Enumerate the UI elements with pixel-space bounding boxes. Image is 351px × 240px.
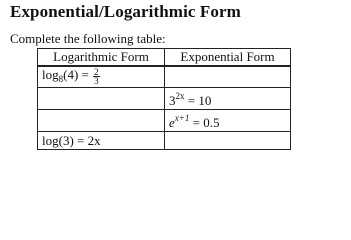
exp-cell-row3 [165,110,291,132]
log-cell-row1 [38,66,165,88]
log-fn: log [42,67,59,82]
exp-cell-row2 [165,88,291,110]
worksheet-title: Exponential/Logarithmic Form [10,2,241,21]
log-argument: (4) [63,67,79,82]
exp-cell-row4-blank[interactable] [165,132,291,150]
exp-exponent: x+1 [174,113,190,123]
log-cell-row3-blank[interactable] [38,110,165,132]
log-cell-row2-blank[interactable] [38,88,165,110]
table-row [38,88,291,110]
fraction-value [93,68,100,85]
instruction-text: Complete the following table: [10,31,166,46]
exp-rhs: = 0.5 [192,115,220,130]
conversion-table [37,48,291,150]
exp-rhs: = 10 [187,93,212,108]
header-logarithmic-form: Logarithmic Form [38,49,165,67]
equals-sign: = [81,67,89,82]
table-row [38,132,291,150]
exp-base: e [169,115,175,130]
log-base: 8 [58,74,64,84]
table-row [38,66,291,88]
table-row [38,110,291,132]
exp-exponent: 2x [175,91,185,101]
exp-base: 3 [169,93,176,108]
log-cell-row4: log(3) = 2x [38,132,165,150]
fraction-denominator: 3 [94,75,99,86]
table-header-row [38,49,291,67]
header-exponential-form: Exponential Form [165,49,291,67]
exp-cell-row1-blank[interactable] [165,66,291,88]
fraction-numerator: 2 [94,66,99,77]
